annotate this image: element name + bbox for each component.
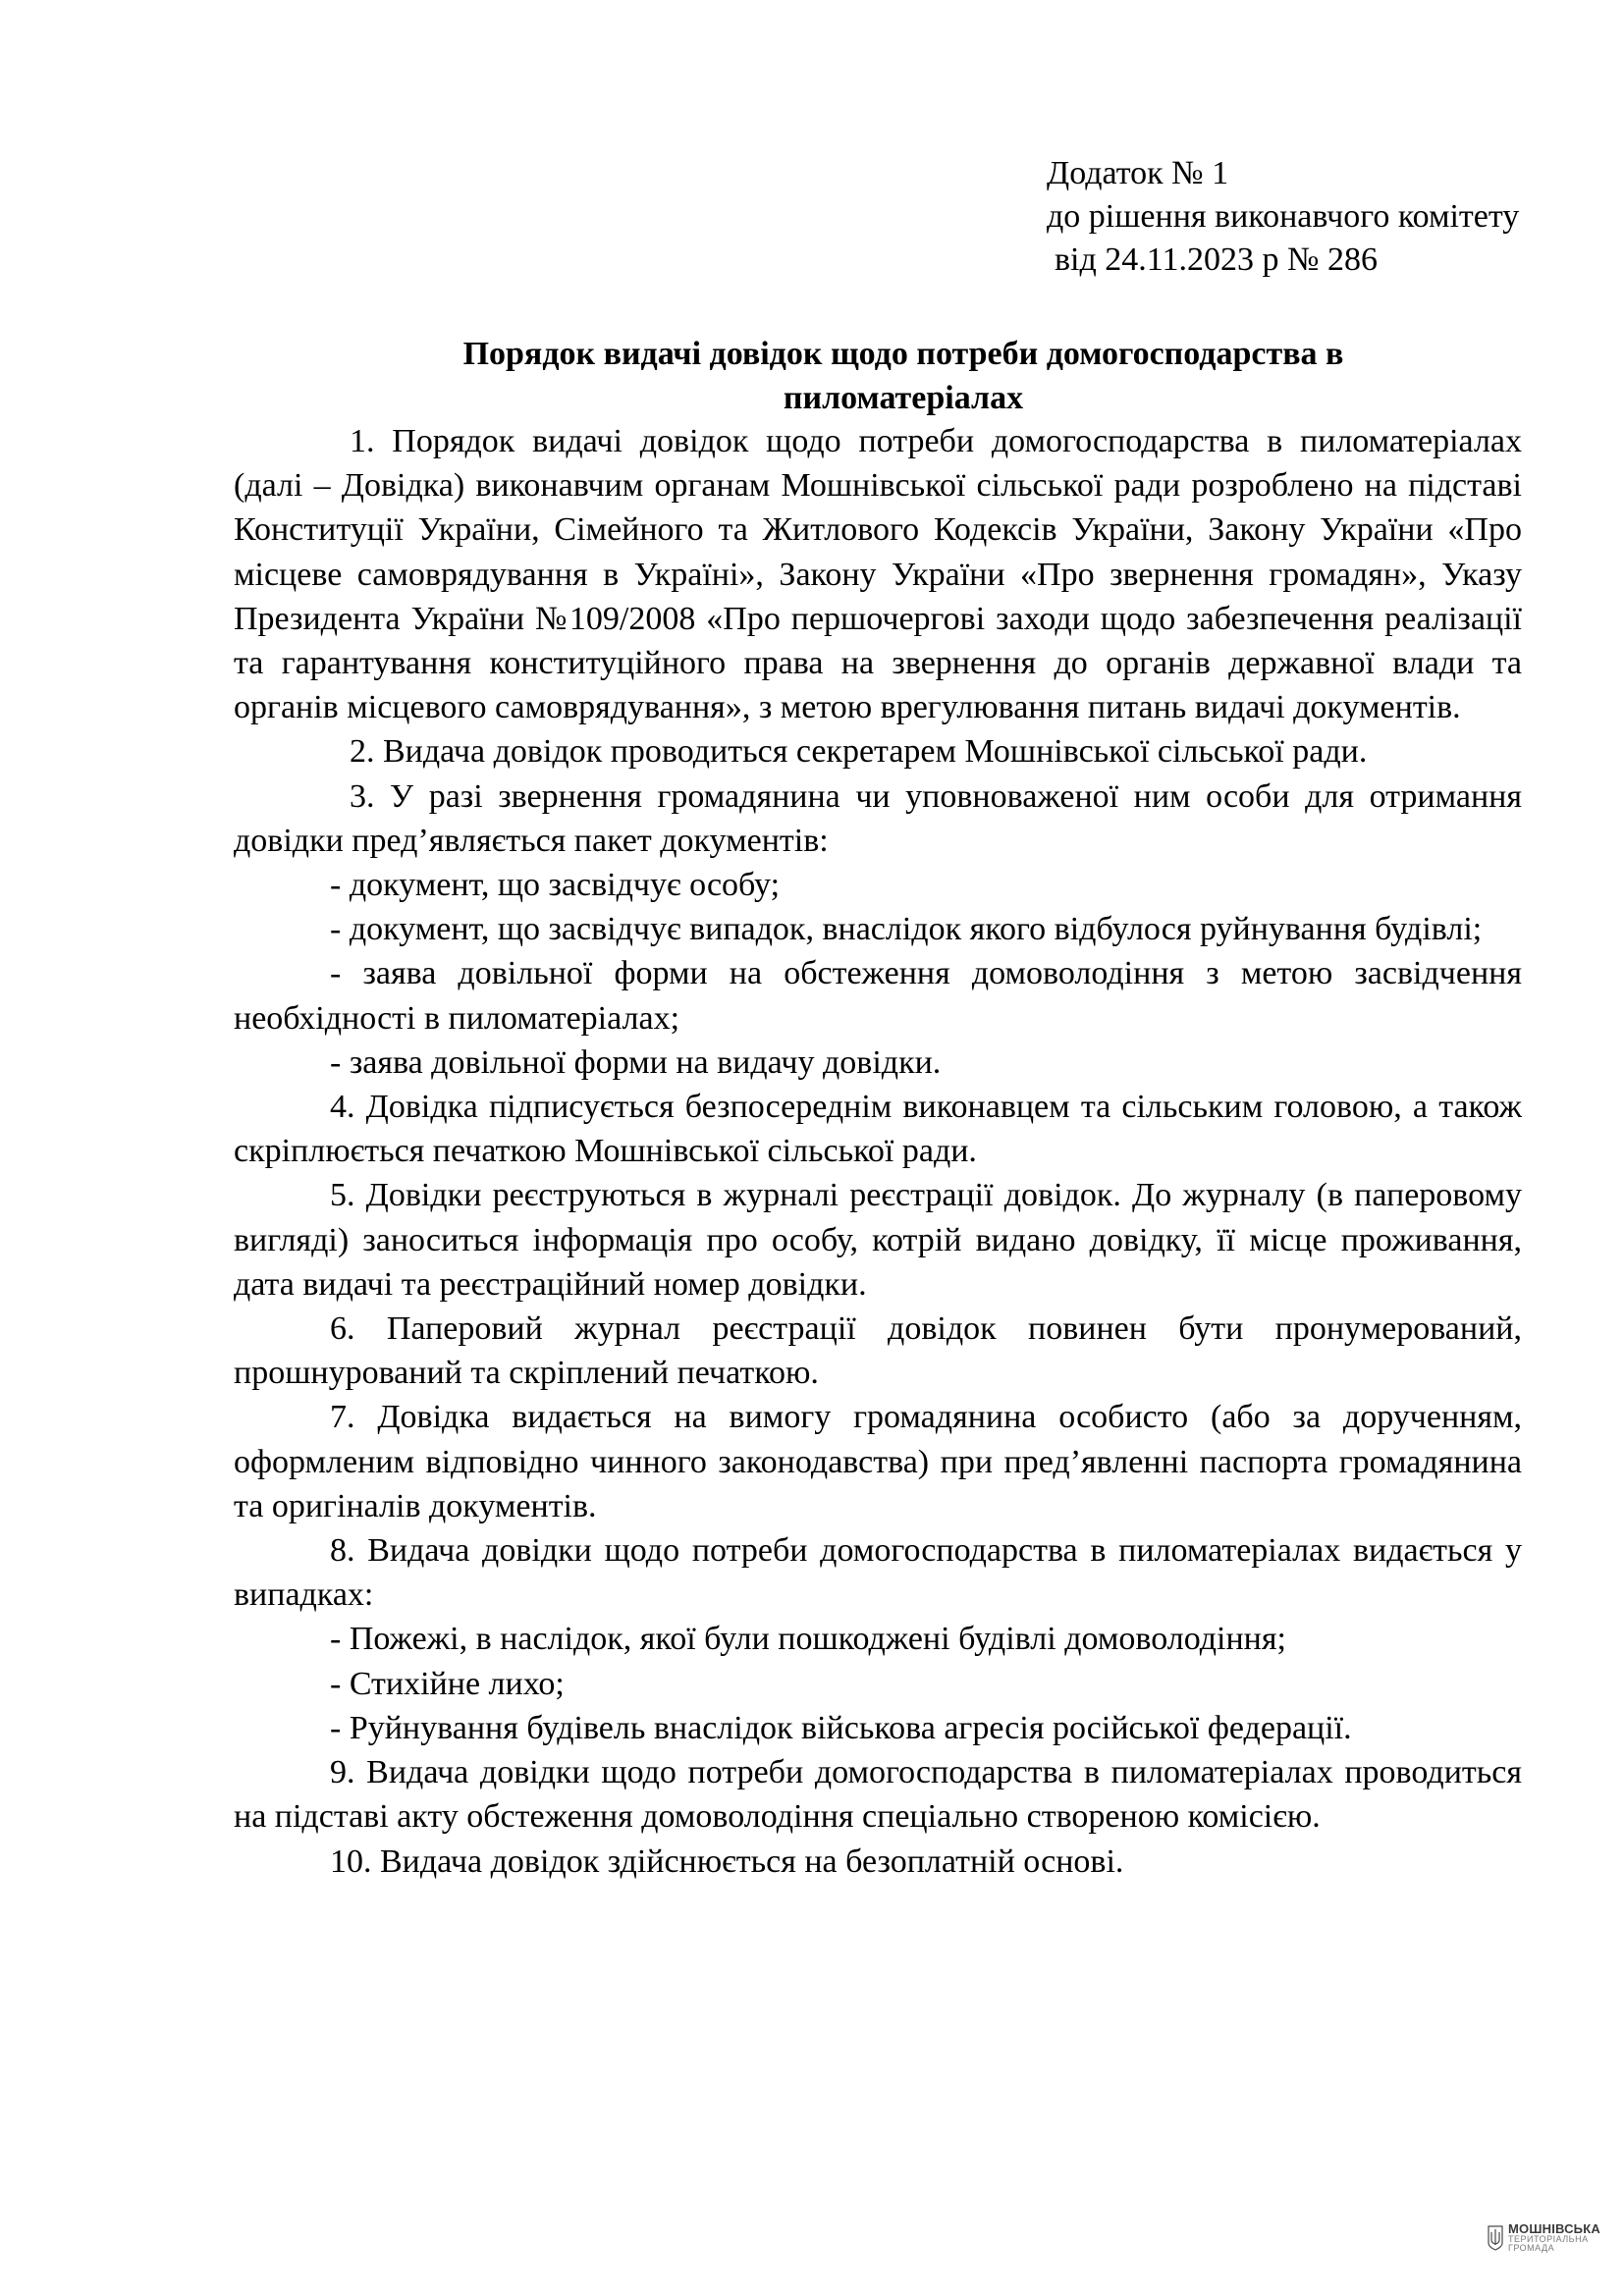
paragraph-7: 7. Довідка видається на вимогу громадянина особисто (або за дорученням, оформленим відповідно чинного законодавства) при пред’явленні паспорта громадянина та оригіналів документів.: [234, 1399, 1522, 1524]
list-item-aggression: - Руйнування будівель внаслідок військова агресія російської федерації.: [330, 1709, 1352, 1746]
annex-decision: до рішення виконавчого комітету: [1047, 198, 1520, 235]
list-item-disaster: - Стихійне лихо;: [330, 1665, 565, 1702]
list-item-document-case: - документ, що засвідчує випадок, внаслідок якого відбулося руйнування будівлі;: [330, 911, 1483, 948]
paragraph-5: 5. Довідки реєструються в журналі реєстрації довідок. До журналу (в паперовому вигляді) заноситься інформація про особу, котрій видано довідку, її місце проживання, дата видачі та реєстраційний номер довідки.: [234, 1177, 1522, 1303]
trident-icon: [1488, 2225, 1503, 2251]
logo-line-1: МОШНІВСЬКА: [1508, 2221, 1600, 2236]
logo-line-2: ТЕРИТОРІАЛЬНА: [1508, 2234, 1589, 2244]
paragraph-6: 6. Паперовий журнал реєстрації довідок повинен бути пронумерований, прошнурований та скріплений печаткою.: [234, 1310, 1522, 1392]
list-item-inspection-application: - заява довільної форми на обстеження домоволодіння з метою засвідчення необхідності в пиломатеріалах;: [234, 955, 1522, 1037]
paragraph-9: 9. Видача довідки щодо потреби домогосподарства в пиломатеріалах проводиться на підставі акту обстеження домоволодіння спеціально створеною комісією.: [234, 1754, 1522, 1836]
logo-line-3: ГРОМАДА: [1508, 2243, 1555, 2253]
paragraph-1: 1. Порядок видачі довідок щодо потреби домогосподарства в пиломатеріалах (далі – Довідка) виконавчим органам Мошнівської сільської ради розроблено на підставі Конституції України, Сімейного та Житлового Кодексів України, Закону України «Про місцеве самоврядування в Україні», Закону України «Про звернення громадян», Указу Президента України №109/2008 «Про першочергові заходи щодо забезпечення реалізації та гарантування конституційного права на звернення до органів державної влади та органів місцевого самоврядування», з метою врегулювання питань видачі документів.: [234, 423, 1522, 726]
annex-block: [1047, 152, 1519, 282]
document-body: [234, 419, 1522, 1884]
list-item-document-id: - документ, що засвідчує особу;: [330, 867, 781, 904]
paragraph-4: 4. Довідка підписується безпосереднім виконавцем та сільським головою, а також скріплюється печаткою Мошнівської сільської ради.: [234, 1089, 1522, 1170]
community-logo: [1488, 2222, 1600, 2253]
annex-number: Додаток № 1: [1047, 155, 1229, 191]
document-title-line-1: Порядок видачі довідок щодо потреби домогосподарства в: [462, 336, 1344, 372]
list-item-certificate-application: - заява довільної форми на видачу довідки.: [330, 1043, 942, 1081]
list-item-fire: - Пожежі, в наслідок, якої були пошкоджені будівлі домоволодіння;: [330, 1621, 1286, 1658]
document-title: [236, 332, 1571, 420]
paragraph-2: 2. Видача довідок проводиться секретарем Мошнівської сільської ради.: [350, 733, 1368, 771]
paragraph-10: 10. Видача довідок здійснюється на безоплатній основі.: [330, 1842, 1124, 1880]
paragraph-8: 8. Видача довідки щодо потреби домогосподарства в пиломатеріалах видається у випадках:: [234, 1532, 1522, 1614]
paragraph-3: 3. У разі звернення громадянина чи уповноваженої ним особи для отримання довідки пред’являється пакет документів:: [234, 777, 1522, 859]
document-title-line-2: пиломатеріалах: [783, 380, 1024, 416]
annex-date: від 24.11.2023 р № 286: [1055, 241, 1378, 278]
